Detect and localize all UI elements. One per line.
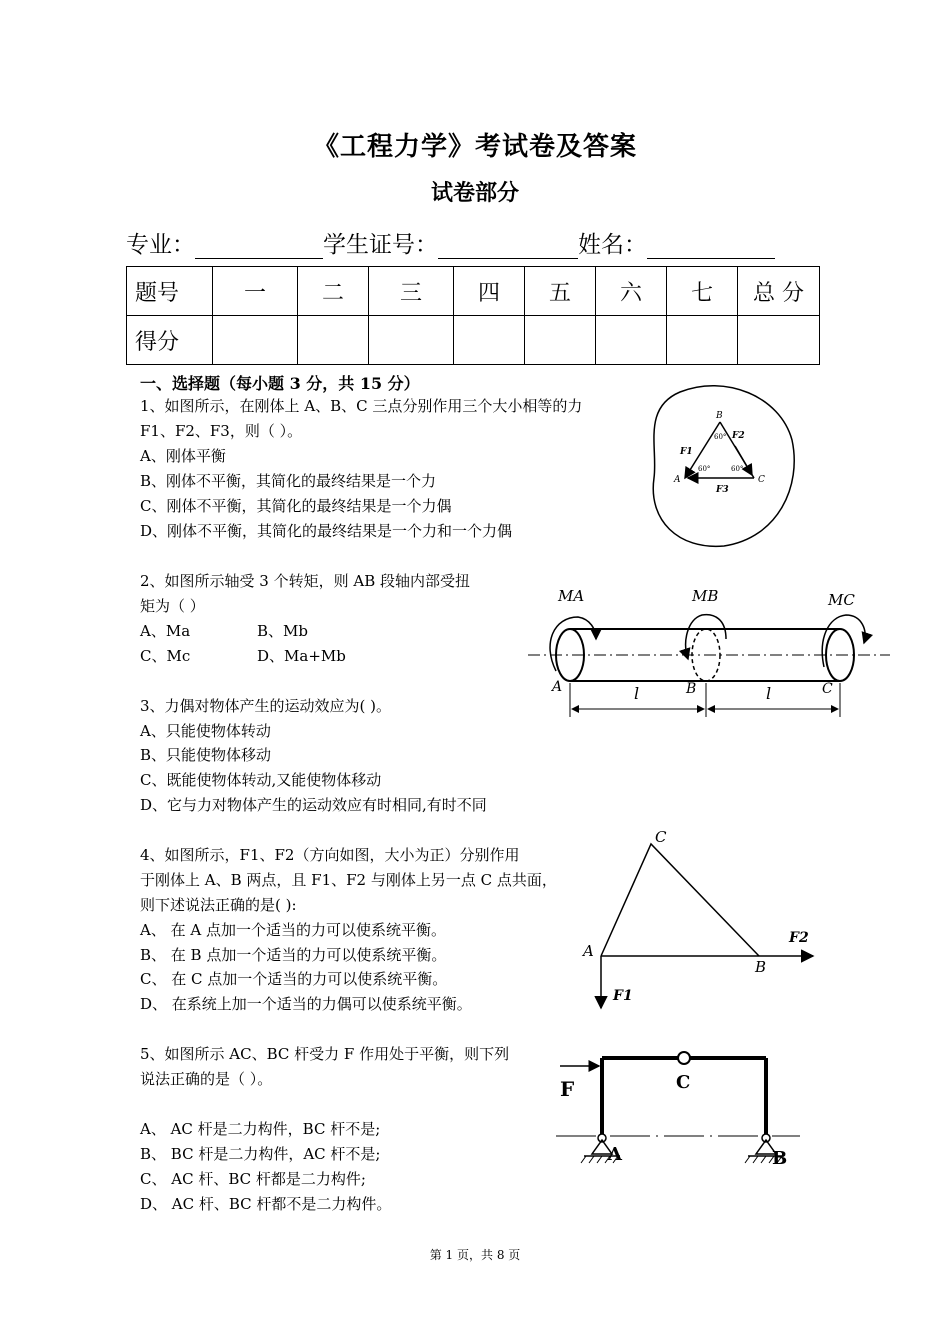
q2-stem-line: 矩为（ ） bbox=[140, 597, 205, 615]
fig4-label-f1: F1 bbox=[613, 988, 633, 1004]
q2-option-d: D、Ma+Mb bbox=[257, 647, 346, 665]
q1-stem-line: F1、F2、F3，则（ ）。 bbox=[140, 422, 303, 440]
score-row-head: 题号 bbox=[127, 267, 213, 316]
q5-option-c: C、 AC 杆、BC 杆都是二力构件; bbox=[140, 1170, 366, 1188]
q4-option-b: B、 在 B 点加一个适当的力可以使系统平衡。 bbox=[140, 946, 447, 964]
major-label: 专业： bbox=[126, 232, 195, 258]
q4-stem-line: 4、如图所示，F1、F2（方向如图，大小为正）分别作用 bbox=[140, 846, 520, 864]
rigid-body-outline bbox=[653, 386, 794, 547]
score-col-7: 七 bbox=[667, 267, 738, 316]
q5-option-a: A、 AC 杆是二力构件，BC 杆不是; bbox=[140, 1120, 381, 1138]
score-col-6: 六 bbox=[596, 267, 667, 316]
fig1-angle-b: 60° bbox=[714, 433, 727, 441]
fig1-label-f3: F3 bbox=[716, 485, 729, 495]
fig2-label-mc: MC bbox=[828, 591, 855, 609]
fig1-label-b: B bbox=[716, 411, 723, 421]
fig1-angle-a: 60° bbox=[698, 465, 711, 473]
score-table-score-row bbox=[127, 316, 820, 365]
q2-option-b: B、Mb bbox=[257, 622, 308, 640]
name-blank[interactable] bbox=[647, 234, 775, 259]
score-table bbox=[126, 266, 820, 365]
figure-shaft-torques bbox=[528, 583, 890, 723]
fig2-label-b: B bbox=[686, 681, 697, 697]
q1-option-b: B、刚体不平衡，其简化的最终结果是一个力 bbox=[140, 472, 437, 490]
q4-stem-line: 则下述说法正确的是( ): bbox=[140, 896, 297, 914]
score-col-3: 三 bbox=[369, 267, 454, 316]
section-heading: 一、选择题（每小题 3 分，共 15 分） bbox=[140, 374, 420, 393]
q1-stem-line: 1、如图所示，在刚体上 A、B、C 三点分别作用三个大小相等的力 bbox=[140, 397, 583, 415]
fig2-label-ma: MA bbox=[558, 587, 585, 605]
q2-option-a: A、Ma bbox=[140, 622, 191, 640]
q2-option-c: C、Mc bbox=[140, 647, 191, 665]
q3-stem-line: 3、力偶对物体产生的运动效应为( )。 bbox=[140, 697, 392, 715]
q3-option-c: C、既能使物体转动,又能使物体移动 bbox=[140, 771, 382, 789]
q1-option-a: A、刚体平衡 bbox=[140, 447, 226, 465]
score-cell[interactable] bbox=[369, 316, 454, 365]
score-cell[interactable] bbox=[298, 316, 369, 365]
q3-option-a: A、只能使物体转动 bbox=[140, 722, 271, 740]
fig2-label-c: C bbox=[822, 681, 833, 697]
student-id-label: 学生证号： bbox=[323, 232, 438, 258]
fig2-length-bc: l bbox=[766, 684, 772, 703]
student-info-line bbox=[126, 226, 775, 259]
fig2-length-ab: l bbox=[634, 684, 640, 703]
score-col-5: 五 bbox=[525, 267, 596, 316]
fig5-label-b: B bbox=[772, 1148, 788, 1169]
q1-option-d: D、刚体不平衡，其简化的最终结果是一个力和一个力偶 bbox=[140, 522, 513, 540]
q3-option-b: B、只能使物体移动 bbox=[140, 746, 272, 764]
q1-option-c: C、刚体不平衡，其简化的最终结果是一个力偶 bbox=[140, 497, 452, 515]
score-col-2: 二 bbox=[298, 267, 369, 316]
q4-option-d: D、 在系统上加一个适当的力偶可以使系统平衡。 bbox=[140, 995, 472, 1013]
fig1-label-f2: F2 bbox=[732, 431, 745, 441]
q4-option-a: A、 在 A 点加一个适当的力可以使系统平衡。 bbox=[140, 921, 446, 939]
q4-option-c: C、 在 C 点加一个适当的力可以使系统平衡。 bbox=[140, 970, 448, 988]
q2-stem-line: 2、如图所示轴受 3 个转矩，则 AB 段轴内部受扭 bbox=[140, 572, 471, 590]
score-col-4: 四 bbox=[454, 267, 525, 316]
major-blank[interactable] bbox=[195, 234, 323, 259]
score-label: 得分 bbox=[127, 316, 213, 365]
triangle-abc bbox=[601, 844, 759, 956]
fig1-label-f1: F1 bbox=[680, 447, 693, 457]
figure-triangle-forces bbox=[575, 822, 825, 1014]
score-table-header-row bbox=[127, 267, 820, 316]
fig4-label-f2: F2 bbox=[789, 930, 809, 946]
fig2-label-a: A bbox=[552, 679, 563, 695]
score-col-1: 一 bbox=[213, 267, 298, 316]
page-subtitle: 试卷部分 bbox=[430, 181, 519, 206]
fig5-label-c: C bbox=[676, 1072, 691, 1093]
q5-option-d: D、 AC 杆、BC 杆都不是二力构件。 bbox=[140, 1195, 392, 1213]
student-id-blank[interactable] bbox=[438, 234, 578, 259]
fig1-angle-c: 60° bbox=[731, 465, 744, 473]
q5-option-b: B、 BC 杆是二力构件，AC 杆不是; bbox=[140, 1145, 381, 1163]
score-cell[interactable] bbox=[596, 316, 667, 365]
score-cell[interactable] bbox=[454, 316, 525, 365]
hinge-c bbox=[678, 1052, 690, 1064]
score-col-total: 总 分 bbox=[738, 267, 820, 316]
score-cell[interactable] bbox=[738, 316, 820, 365]
fig5-label-a: A bbox=[608, 1144, 622, 1165]
name-label: 姓名： bbox=[578, 232, 647, 258]
q5-stem-line: 5、如图所示 AC、BC 杆受力 F 作用处于平衡，则下列 bbox=[140, 1045, 510, 1063]
fig1-label-a: A bbox=[674, 475, 681, 485]
fig4-label-c: C bbox=[655, 828, 667, 846]
fig5-label-f: F bbox=[560, 1077, 575, 1101]
figure-three-hinge-frame bbox=[556, 1048, 804, 1174]
q5-stem-line: 说法正确的是（ ）。 bbox=[140, 1070, 273, 1088]
q4-stem-line: 于刚体上 A、B 两点，且 F1、F2 与刚体上另一点 C 点共面， bbox=[140, 871, 557, 889]
fig1-label-c: C bbox=[758, 475, 765, 485]
q3-option-d: D、它与力对物体产生的运动效应有时相同,有时不同 bbox=[140, 796, 487, 814]
fig4-label-b: B bbox=[755, 958, 767, 976]
score-cell[interactable] bbox=[525, 316, 596, 365]
fig4-label-a: A bbox=[583, 942, 594, 960]
score-cell[interactable] bbox=[213, 316, 298, 365]
score-cell[interactable] bbox=[667, 316, 738, 365]
page-footer: 第 1 页，共 8 页 bbox=[429, 1248, 521, 1262]
fig2-label-mb: MB bbox=[692, 587, 719, 605]
figure-rigid-body-triangle bbox=[640, 378, 800, 550]
page-title: 《工程力学》考试卷及答案 bbox=[312, 132, 637, 162]
